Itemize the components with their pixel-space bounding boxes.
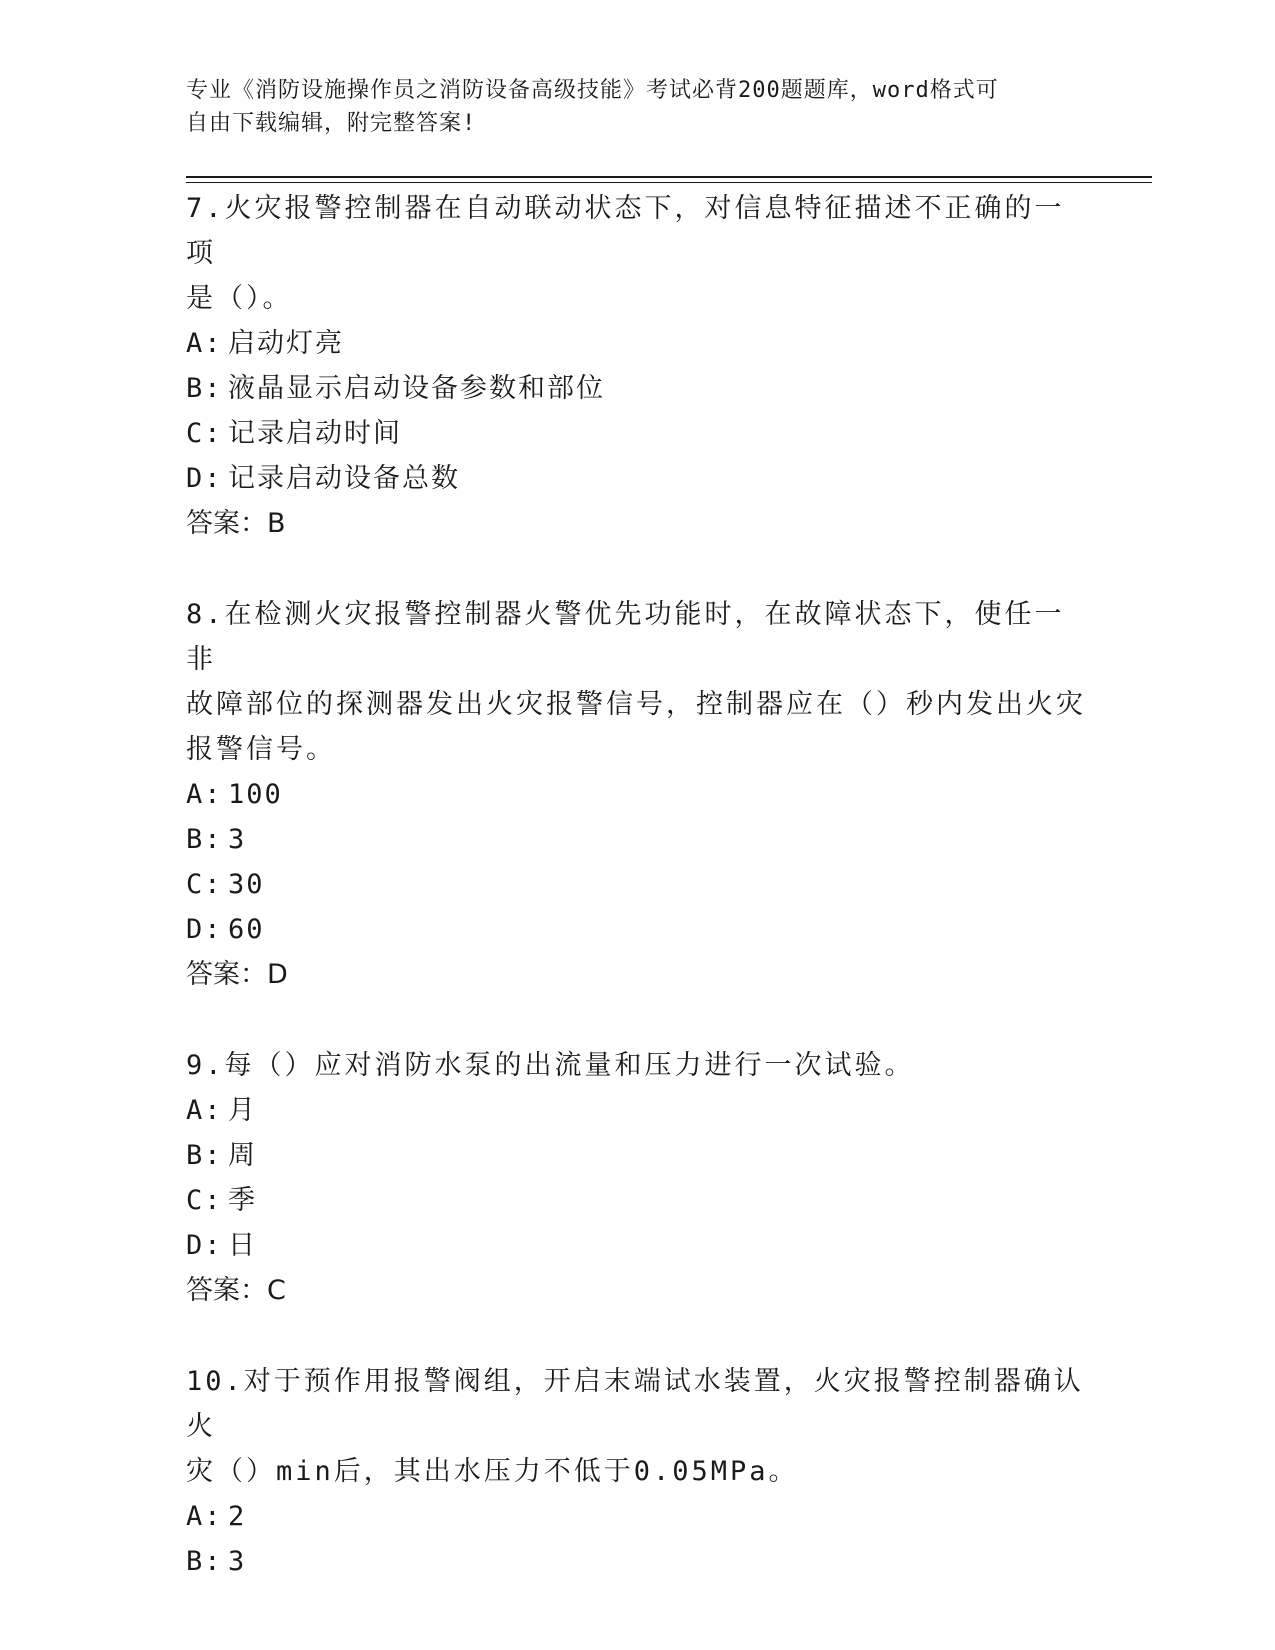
option-b	[186, 817, 1086, 862]
question-list	[186, 186, 1086, 1584]
option-b	[186, 366, 1086, 411]
option-key: A:	[186, 1501, 223, 1532]
option-value: 30	[228, 869, 265, 900]
option-key: A:	[186, 1095, 223, 1126]
option-a	[186, 321, 1086, 366]
option-key: B:	[186, 1546, 223, 1577]
option-d	[186, 1223, 1086, 1268]
option-value: 周	[228, 1140, 257, 1171]
document-header	[186, 74, 1086, 140]
option-key: B:	[186, 824, 223, 855]
option-value: 液晶显示启动设备参数和部位	[228, 373, 605, 404]
question-text-line: 故障部位的探测器发出火灾报警信号，控制器应在（）秒内发出火灾	[186, 689, 1086, 720]
option-key: C:	[186, 869, 223, 900]
option-value: 月	[228, 1095, 257, 1126]
answer-text: 答案：B	[186, 508, 286, 539]
question-text-line: 是（）。	[186, 283, 293, 314]
option-key: A:	[186, 328, 223, 359]
question-text-line: 报警信号。	[186, 734, 336, 765]
question-spacer	[186, 546, 1086, 592]
option-key: C:	[186, 1185, 223, 1216]
option-d	[186, 907, 1086, 952]
option-key: D:	[186, 1230, 223, 1261]
option-key: D:	[186, 463, 223, 494]
option-value: 100	[228, 779, 283, 810]
question-spacer	[186, 1313, 1086, 1359]
header-divider-thin	[186, 182, 1152, 183]
question-7	[186, 186, 1086, 546]
question-text-line: 10.对于预作用报警阀组，开启末端试水装置，火灾报警控制器确认火	[186, 1366, 1084, 1442]
option-a	[186, 772, 1086, 817]
option-c	[186, 1178, 1086, 1223]
option-c	[186, 411, 1086, 456]
question-spacer	[186, 997, 1086, 1043]
question-text-line: 9.每（）应对消防水泵的出流量和压力进行一次试验。	[186, 1050, 915, 1081]
header-divider-thick	[186, 176, 1152, 178]
question-10	[186, 1359, 1086, 1584]
option-value: 启动灯亮	[228, 328, 344, 359]
option-value: 3	[228, 1546, 247, 1577]
option-b	[186, 1539, 1086, 1584]
option-value: 记录启动设备总数	[228, 463, 460, 494]
option-c	[186, 862, 1086, 907]
option-key: B:	[186, 373, 223, 404]
answer-text: 答案：D	[186, 959, 288, 990]
header-line-1: 专业《消防设施操作员之消防设备高级技能》考试必背200题题库，word格式可	[186, 78, 999, 103]
option-value: 季	[228, 1185, 257, 1216]
option-value: 3	[228, 824, 247, 855]
option-b	[186, 1133, 1086, 1178]
option-key: D:	[186, 914, 223, 945]
option-value: 记录启动时间	[228, 418, 402, 449]
question-8	[186, 592, 1086, 997]
option-d	[186, 456, 1086, 501]
option-value: 2	[228, 1501, 247, 1532]
option-key: C:	[186, 418, 223, 449]
answer-text: 答案：C	[186, 1275, 286, 1306]
question-text-line: 7.火灾报警控制器在自动联动状态下，对信息特征描述不正确的一项	[186, 193, 1065, 269]
option-value: 日	[228, 1230, 257, 1261]
option-a	[186, 1494, 1086, 1539]
question-text-line: 灾（）min后，其出水压力不低于0.05MPa。	[186, 1456, 799, 1487]
option-value: 60	[228, 914, 265, 945]
option-key: B:	[186, 1140, 223, 1171]
question-text-line: 8.在检测火灾报警控制器火警优先功能时，在故障状态下，使任一非	[186, 599, 1065, 675]
option-key: A:	[186, 779, 223, 810]
header-line-2: 自由下载编辑，附完整答案!	[186, 111, 477, 136]
option-a	[186, 1088, 1086, 1133]
question-9	[186, 1043, 1086, 1313]
